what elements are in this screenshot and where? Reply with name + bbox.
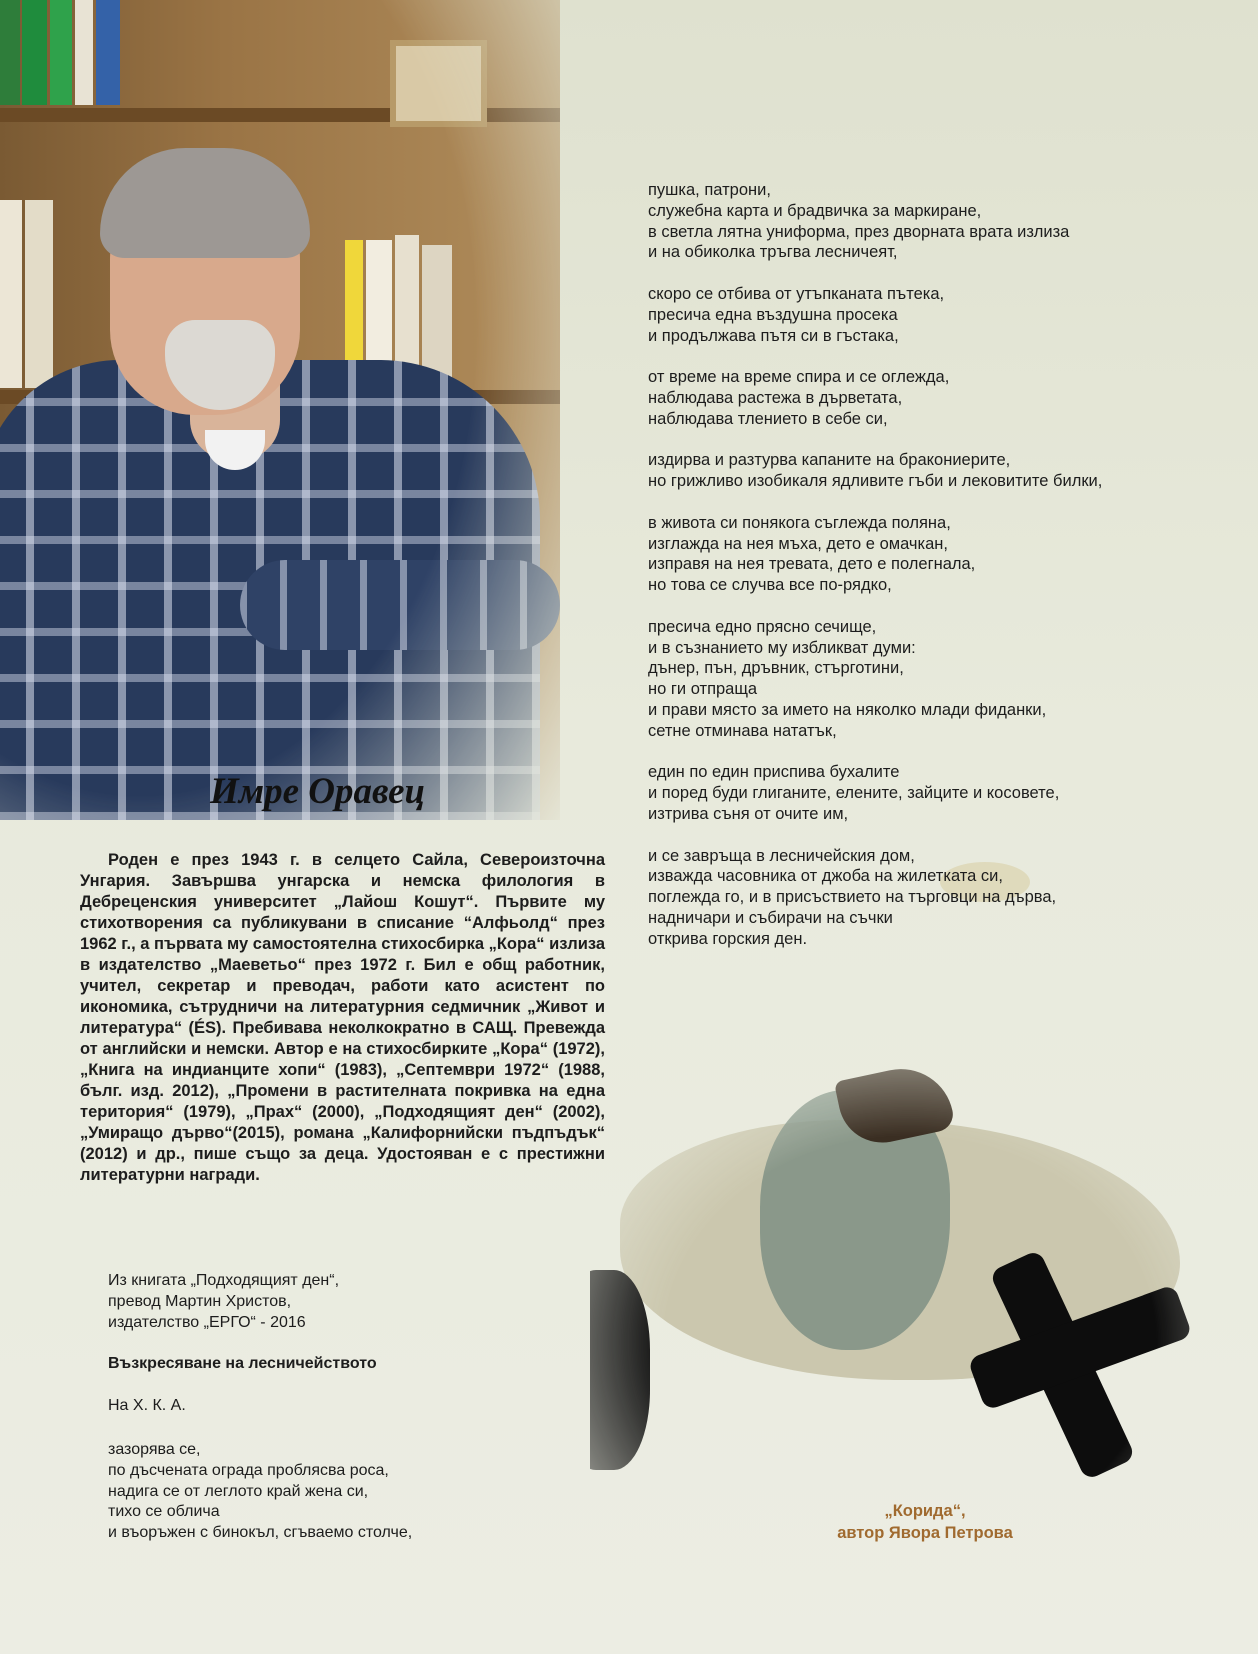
poem-stanza xyxy=(648,180,1102,263)
poem-line: и се завръща в лесничейския дом, xyxy=(648,846,915,865)
poem-line: в светла лятна униформа, през дворната врата излиза xyxy=(648,222,1070,241)
poem-stanza xyxy=(648,450,1102,492)
poem-title: Възкресяване на лесничейството xyxy=(108,1355,377,1372)
poem-line: издирва и разтурва капаните на бракониерите, xyxy=(648,451,1011,470)
poem-line: пушка, патрони, xyxy=(648,181,771,199)
poem-line: тихо се облича xyxy=(108,1503,220,1521)
poem-line: и прави място за името на няколко млади фиданки, xyxy=(648,700,1047,719)
poem-stanza xyxy=(648,762,1102,824)
author-name: Имре Оравец xyxy=(210,771,426,812)
source-line: Из книгата „Подходящият ден“, xyxy=(108,1272,340,1289)
poem-opening xyxy=(108,1440,412,1544)
poem-line: и в съзнанието му избликват думи: xyxy=(648,638,916,657)
poem-line: пресича едно прясно сечище, xyxy=(648,617,877,636)
source-info xyxy=(108,1270,339,1333)
poem-line: дънер, пън, дръвник, стърготини, xyxy=(648,659,904,678)
poem-stanza xyxy=(648,617,1102,742)
artwork-title: „Корида“, xyxy=(884,1502,966,1520)
poem-line: и поред буди глиганите, елените, зайците и косовете, xyxy=(648,784,1060,803)
poem-line: поглежда го, и в присъствието на търговци на дърва, xyxy=(648,888,1057,907)
poem-line: наблюдава тлението в себе си, xyxy=(648,409,888,428)
artwork-caption xyxy=(790,1500,1060,1544)
author-portrait xyxy=(0,0,560,820)
poem-line: и продължава пътя си в гъстака, xyxy=(648,326,899,345)
poem-line: в живота си понякога съглежда поляна, xyxy=(648,513,951,532)
poem-dedication: На Х. К. А. xyxy=(108,1397,186,1414)
poem-line: по дъсчената ограда проблясва роса, xyxy=(108,1461,389,1479)
poem-line: скоро се отбива от утъпканата пътека, xyxy=(648,284,945,303)
poem-stanza xyxy=(648,367,1102,429)
author-biography: Роден е през 1943 г. в селцето Сайла, Североизточна Унгария. Завършва унгарска и немска филология в Дебреценския университет „Лайош Кошут“. Първите му стихотворения са публикувани в списание “Алфьолд“ през 1962 г., а първата му самостоятелна стихосбирка „Кора“ излиза в издателство „Маеветьо“ през 1972 г. Бил е общ работник, учител, секретар и преводач, работи като асистент по икономика, сътрудничи на литературния седмичник „Живот и литература“ (ÉS). Пребивава неколкократно в САЩ. Превежда от английски и немски. Автор е на стихосбирките „Кора“ (1972), „Книга на индианците хопи“ (1983), „Септември 1972“ (1988, бълг. изд. 2012), „Промени в растителната покривка на една територия“ (1979), „Прах“ (2000), „Подходящият ден“ (2002), „Умиращо дърво“(2015), романа „Калифорнийски пъдпъдък“ (2012) и др., пише също за деца. Удостояван е с престижни литературни награди. xyxy=(80,851,606,1184)
poem-continuation xyxy=(648,180,1102,970)
poem-line: и на обиколка тръгва лесничеят, xyxy=(648,243,898,262)
poem-line: открива горския ден. xyxy=(648,929,808,948)
poem-line: служебна карта и брадвичка за маркиране, xyxy=(648,201,982,220)
poem-line: изтрива съня от очите им, xyxy=(648,804,849,823)
poem-stanza xyxy=(648,284,1102,346)
poem-stanza xyxy=(648,513,1102,596)
source-line: издателство „ЕРГО“ - 2016 xyxy=(108,1314,306,1331)
artwork-author: автор Явора Петрова xyxy=(837,1524,1013,1542)
poem-line: и въоръжен с бинокъл, сгъваемо столче, xyxy=(108,1524,413,1542)
poem-stanza xyxy=(648,846,1102,950)
poem-line: но това се случва все по-рядко, xyxy=(648,576,892,595)
poem-line: от време на време спира и се оглежда, xyxy=(648,368,950,387)
poem-line: един по един приспива бухалите xyxy=(648,763,900,782)
artwork-corrida xyxy=(590,1030,1230,1654)
poem-line: надничари и събирачи на съчки xyxy=(648,908,893,927)
poem-line: изважда часовника от джоба на жилетката си, xyxy=(648,867,1003,886)
poem-line: но грижливо изобикаля ядливите гъби и лековитите билки, xyxy=(648,472,1103,491)
poem-line: сетне отминава нататък, xyxy=(648,721,837,740)
poem-line: изглажда на нея мъха, дето е омачкан, xyxy=(648,534,948,553)
poem-line: наблюдава растежа в дърветата, xyxy=(648,388,903,407)
poem-line: изправя на нея тревата, дето е полегнала, xyxy=(648,555,976,574)
poem-line: но ги отпраща xyxy=(648,680,758,699)
poem-line: зазорява се, xyxy=(108,1441,201,1458)
source-line: превод Мартин Христов, xyxy=(108,1293,292,1310)
poem-line: надига се от леглото край жена си, xyxy=(108,1482,369,1500)
poem-line: пресича една въздушна просека xyxy=(648,305,898,324)
